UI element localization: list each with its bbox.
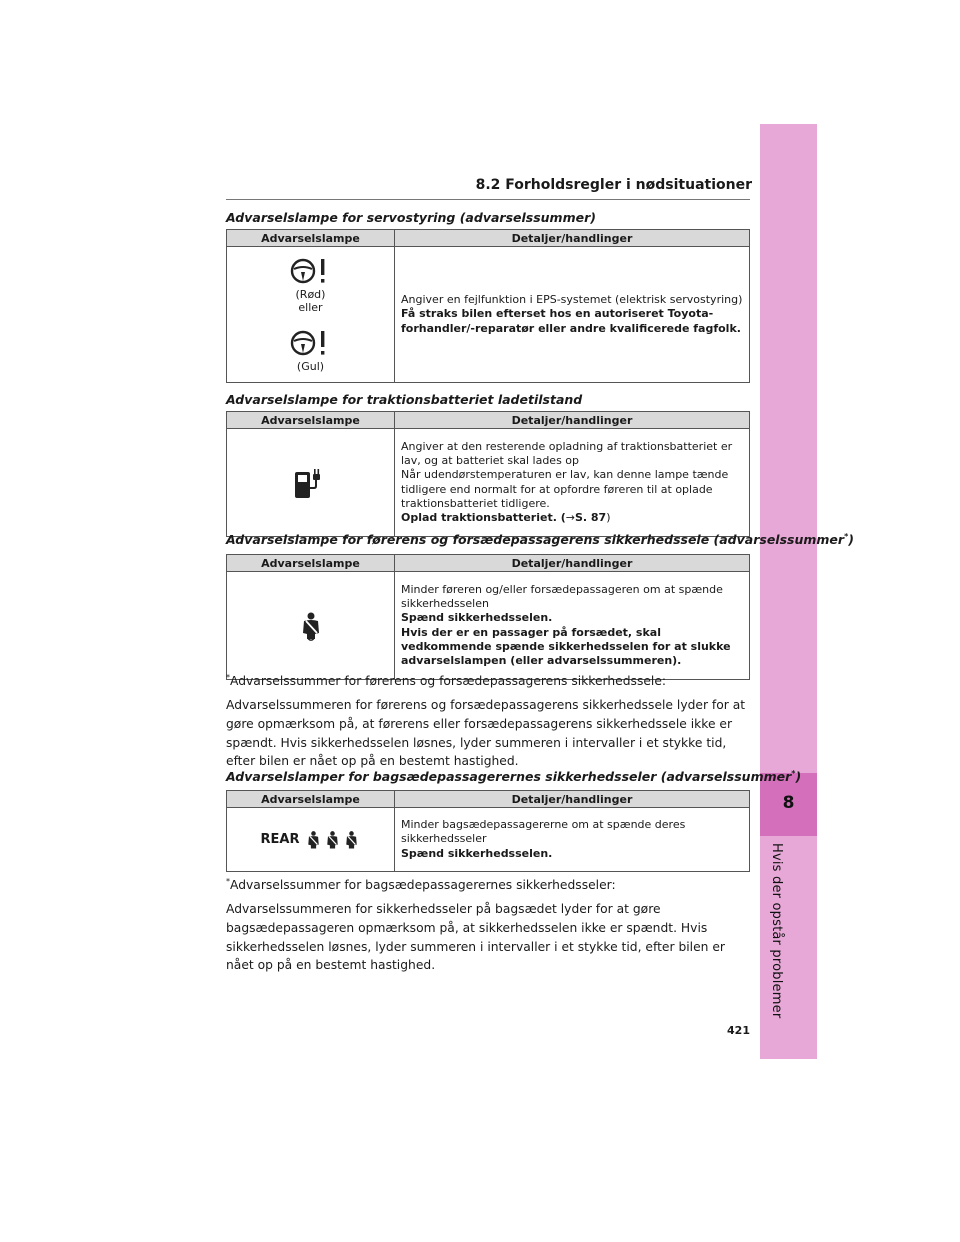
lamp-cell bbox=[227, 429, 395, 537]
col-header-details: Detaljer/handlinger bbox=[395, 412, 750, 429]
chapter-label: Hvis der opstår problemer bbox=[769, 843, 784, 1019]
footnote-marker: * bbox=[226, 877, 230, 886]
chapter-number: 8 bbox=[782, 793, 795, 813]
table-power-steering bbox=[226, 229, 750, 383]
footnote-marker: * bbox=[791, 769, 796, 778]
rear-label: REAR bbox=[260, 832, 300, 847]
action-suffix: ) bbox=[606, 511, 611, 525]
col-header-details: Detaljer/handlinger bbox=[395, 555, 750, 572]
col-header-lamp: Advarselslampe bbox=[227, 791, 395, 808]
fuel-plug-icon bbox=[291, 466, 331, 500]
col-header-details: Detaljer/handlinger bbox=[395, 230, 750, 247]
details-action bbox=[401, 511, 743, 525]
section-header: 8.2 Forholdsregler i nødsituationer bbox=[475, 177, 752, 193]
lamp-cell bbox=[227, 247, 395, 383]
details-text-2: Når udendørstemperaturen er lav, kan denne lampe tænde tidligere end normalt for at opfordre føreren til at oplade traktionsbatteriet tidligere. bbox=[401, 468, 729, 510]
footnote-heading: Advarselssummer for førerens og forsædepassagerens sikkerhedssele: bbox=[230, 674, 667, 689]
details-text: Angiver at den resterende opladning af traktionsbatteriet er lav, og at batteriet skal lades op bbox=[401, 439, 733, 467]
col-header-lamp: Advarselslampe bbox=[227, 412, 395, 429]
title-text: Advarselslampe for førerens og forsædepassagerens sikkerhedssele (advarselssummer bbox=[226, 532, 845, 548]
lamp-label-or: eller bbox=[298, 301, 323, 314]
seatbelt-icon bbox=[298, 611, 324, 641]
details-action: Spænd sikkerhedsselen. bbox=[401, 611, 553, 625]
details-text: Angiver en fejlfunktion i EPS-systemet (elektrisk servostyring) bbox=[401, 293, 743, 307]
section-title-power-steering: Advarselslampe for servostyring (advarselssummer) bbox=[226, 210, 596, 225]
steering-warning-icon bbox=[289, 256, 333, 286]
section-title-front-seatbelt bbox=[226, 532, 854, 547]
action-prefix: Oplad traktionsbatteriet. ( bbox=[401, 511, 566, 525]
col-header-details: Detaljer/handlinger bbox=[395, 791, 750, 808]
table-traction-battery bbox=[226, 411, 750, 537]
seatbelt-icon bbox=[343, 829, 360, 851]
section-title-traction-battery: Advarselslampe for traktionsbatteriet ladetilstand bbox=[226, 392, 583, 407]
page-ref-arrow: → bbox=[565, 511, 575, 525]
footnote-front-body: Advarselssummeren for førerens og forsædepassagerens sikkerhedssele lyder for at gøre opmærksom på, at førerens eller forsædepassagerens sikkerhedssele ikke er spændt. Hvis sikkerhedsselen løsnes, lyder summeren i intervaller i et stykke tid, efter bilen er nået op på en bestemt hastighed. bbox=[226, 698, 746, 769]
details-cell bbox=[395, 808, 750, 872]
details-text: Minder føreren og/eller forsædepassageren om at spænde sikkerhedsselen bbox=[401, 582, 723, 610]
lamp-cell bbox=[227, 572, 395, 680]
details-action-2: Hvis der er en passager på forsædet, skal vedkommende spænde sikkerhedsselen for at slukke advarselslampen (eller advarselssummeren). bbox=[401, 625, 731, 668]
lamp-cell bbox=[227, 808, 395, 872]
details-text: Minder bagsædepassagererne om at spænde deres sikkerhedsseler bbox=[401, 818, 686, 846]
details-cell bbox=[395, 572, 750, 680]
details-action: Spænd sikkerhedsselen. bbox=[401, 846, 553, 860]
footnote-marker: * bbox=[844, 532, 849, 541]
seatbelt-icon bbox=[305, 829, 322, 851]
table-front-seatbelt bbox=[226, 554, 750, 680]
section-title-rear-seatbelts bbox=[226, 769, 801, 784]
title-end: ) bbox=[848, 532, 854, 548]
footnote-marker: * bbox=[226, 673, 230, 682]
footnote-front-heading bbox=[226, 672, 754, 691]
lamp-label-yellow: (Gul) bbox=[296, 360, 325, 373]
lamp-label-red: (Rød) bbox=[295, 288, 326, 301]
details-action: Få straks bilen efterset hos en autoriseret Toyota-forhandler/-reparatør eller andre kvalificerede fagfolk. bbox=[401, 307, 741, 335]
footnote-heading: Advarselssummer for bagsædepassagerernes sikkerhedsseler: bbox=[230, 878, 616, 893]
footnote-rear-heading bbox=[226, 876, 754, 895]
title-text: Advarselslamper for bagsædepassagerernes sikkerhedsseler (advarselssummer bbox=[226, 769, 792, 785]
details-cell bbox=[395, 429, 750, 537]
table-rear-seatbelts bbox=[226, 790, 750, 872]
details-cell bbox=[395, 247, 750, 383]
col-header-lamp: Advarselslampe bbox=[227, 555, 395, 572]
footnote-rear-body: Advarselssummeren for sikkerhedsseler på bagsædet lyder for at gøre bagsædepassageren opmærksom på, at sikkerhedsselen ikke er spændt. Hvis sikkerhedsselen løsnes, lyder summeren i intervaller i et stykke tid, efter bilen er nået op på en bestemt hastighed. bbox=[226, 902, 725, 973]
col-header-lamp: Advarselslampe bbox=[227, 230, 395, 247]
title-end: ) bbox=[795, 769, 802, 785]
rear-seatbelts-icon bbox=[261, 829, 361, 851]
header-rule bbox=[226, 199, 750, 200]
page-ref-link[interactable]: S. 87 bbox=[574, 511, 607, 525]
seatbelt-icon bbox=[324, 829, 341, 851]
steering-warning-icon bbox=[289, 328, 333, 358]
page-number: 421 bbox=[727, 1024, 750, 1037]
